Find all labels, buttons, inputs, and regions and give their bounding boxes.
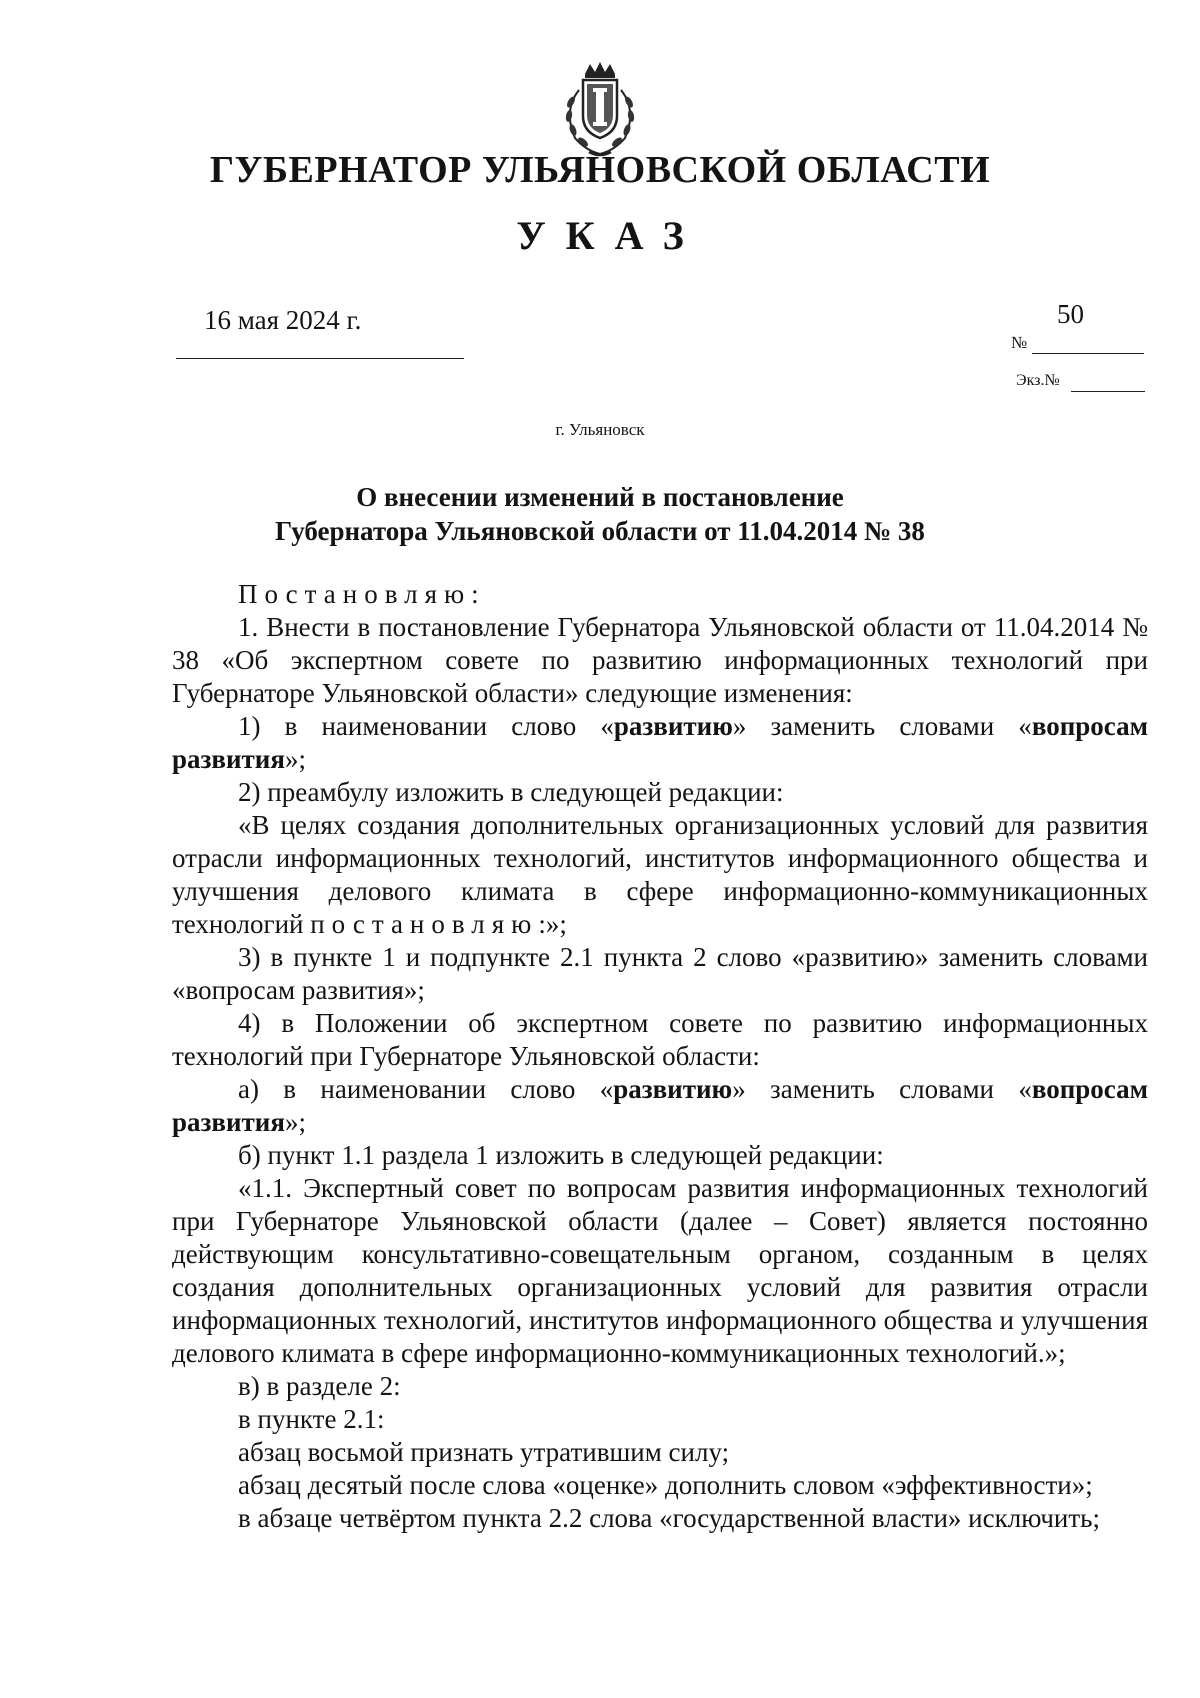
paragraph-item-a <box>172 1073 1148 1139</box>
paragraph-abzac-8: абзац восьмой признать утратившим силу; <box>238 1437 730 1467</box>
spaced-word: постановляю <box>310 909 539 939</box>
intro-text: Постановляю: <box>238 579 486 609</box>
authority-title: ГУБЕРНАТОР УЛЬЯНОВСКОЙ ОБЛАСТИ <box>209 149 991 191</box>
coat-of-arms-icon <box>545 60 655 160</box>
subject-line-2: Губернатора Ульяновской области от 11.04.2014 № 38 <box>275 516 925 546</box>
paragraph-item-v: в) в разделе 2: <box>238 1371 401 1401</box>
paragraph-1-1: «1.1. Экспертный совет по вопросам развития информационных технологий при Губернаторе Ульяновской области (далее – Совет) является постоянно действующим консультативно-совещательным органом, созданным в целях создания дополнительных организационных условий для развития отрасли информационных технологий, институтов информационного общества и улучшения делового климата в сфере информационно-коммуникационных технологий.»; <box>172 1173 1148 1368</box>
paragraph-item-b: б) пункт 1.1 раздела 1 изложить в следующей редакции: <box>238 1140 884 1170</box>
bold-term: вопросам развития <box>172 711 1148 774</box>
document-body <box>172 578 1148 1535</box>
document-date: 16 мая 2024 г. <box>204 305 362 335</box>
date-underline <box>176 358 464 359</box>
bold-term: развитию <box>613 1074 733 1104</box>
text-span: »; <box>284 744 306 774</box>
text-span: »; <box>284 1107 306 1137</box>
bold-term: развитию <box>613 711 733 741</box>
number-underline <box>1032 353 1144 354</box>
intro-word <box>172 578 1148 611</box>
paragraph-item-3: 3) в пункте 1 и подпункте 2.1 пункта 2 слово «развитию» заменить словами «вопросам развития»; <box>172 942 1148 1005</box>
copy-number-underline <box>1071 391 1145 392</box>
text-span: 1) в наименовании слово « <box>238 711 614 741</box>
paragraph-item-2: 2) преамбулу изложить в следующей редакции: <box>238 777 784 807</box>
number-label: № <box>1011 333 1028 352</box>
paragraph-abzac-4: в абзаце четвёртом пункта 2.2 слова «государственной власти» исключить; <box>238 1503 1100 1533</box>
text-span: » заменить словами « <box>732 1074 1032 1104</box>
document-subject <box>0 480 1200 548</box>
city: г. Ульяновск <box>555 420 645 439</box>
text-span: «В целях создания дополнительных организационных условий для развития отрасли информационных технологий, институтов информационного общества и улучшения делового климата в сфере информационно-коммуникационных технологий <box>172 810 1148 939</box>
paragraph-1: 1. Внести в постановление Губернатора Ульяновской области от 11.04.2014 № 38 «Об экспертном совете по развитию информационных технологий при Губернаторе Ульяновской области» следующие изменения: <box>172 612 1148 708</box>
text-span: » заменить словами « <box>732 711 1032 741</box>
paragraph-item-1 <box>172 710 1148 776</box>
paragraph-item-4: 4) в Положении об экспертном совете по развитию информационных технологий при Губернаторе Ульяновской области: <box>172 1008 1148 1071</box>
paragraph-abzac-10: абзац десятый после слова «оценке» дополнить словом «эффективности»; <box>238 1470 1093 1500</box>
paragraph-preamble <box>172 809 1148 941</box>
text-span: :»; <box>538 909 567 939</box>
paragraph-point-2-1: в пункте 2.1: <box>238 1404 385 1434</box>
subject-line-1: О внесении изменений в постановление <box>356 482 844 512</box>
text-span: а) в наименовании слово « <box>238 1074 614 1104</box>
document-number: 50 <box>1057 299 1084 329</box>
document-type: УКАЗ <box>516 213 704 258</box>
bold-term: вопросам развития <box>172 1074 1149 1137</box>
copy-number-label: Экз.№ <box>1016 372 1060 389</box>
